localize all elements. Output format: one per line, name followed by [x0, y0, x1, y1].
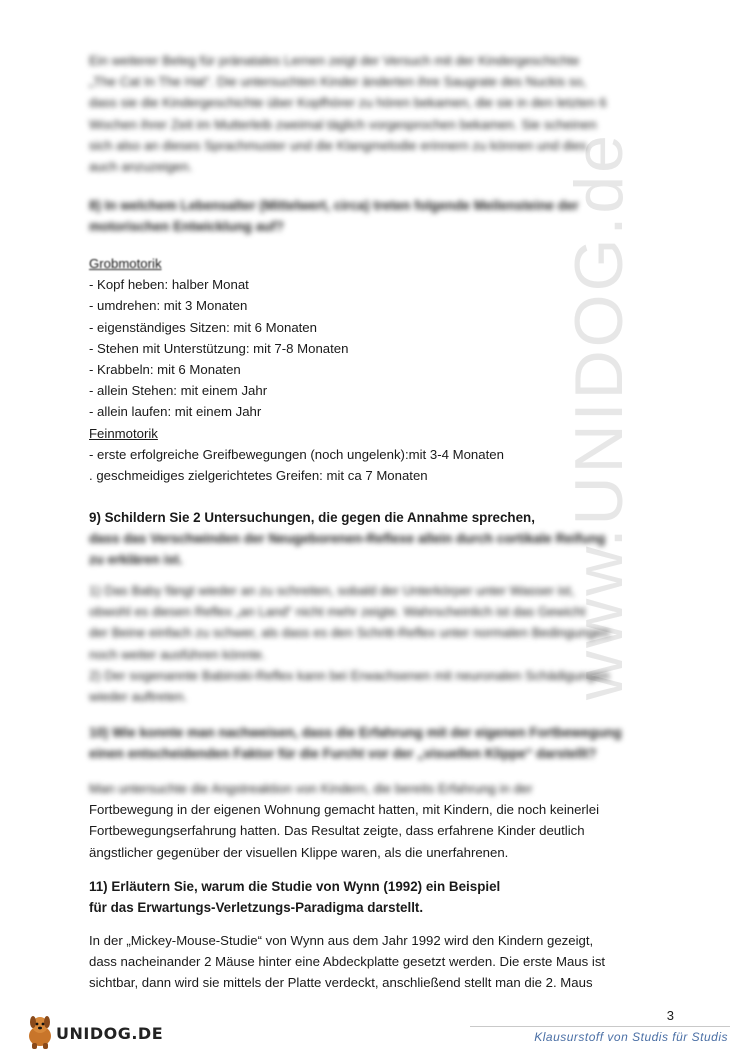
text-line: Fortbewegung in der eigenen Wohnung gemacht hatten, mit Kindern, die noch keinerlei: [89, 802, 599, 818]
text-line: dass das Verschwinden der Neugeborenen-Reflexe allein durch cortikale Reifung: [89, 531, 606, 546]
text-line: In der „Mickey-Mouse-Studie“ von Wynn aus dem Jahr 1992 wird den Kindern gezeigt,: [89, 933, 594, 948]
list-item: . geschmeidiges zielgerichtetes Greifen: mit ca 7 Monaten: [89, 468, 428, 484]
text-line: motorischen Entwicklung auf?: [89, 219, 284, 235]
text-line: noch weiter ausführen könnte.: [89, 646, 266, 662]
footer-divider: [470, 1026, 730, 1027]
question-9-answer: [89, 580, 664, 707]
text-line: 8) In welchem Lebensalter (Mittelwert, circa) treten folgende Meilensteine der: [89, 198, 579, 213]
text-line: 10) Wie konnte man nachweisen, dass die Erfahrung mit der eigenen Fortbewegung: [89, 725, 622, 740]
text-line: für das Erwartungs-Verletzungs-Paradigma darstellt.: [89, 900, 424, 916]
text-line: sich also an dieses Sprachmuster und die Klangmelodie erinnern zu können und dies: [89, 137, 587, 153]
text-line: Wochen ihrer Zeit im Mutterleib zweimal täglich vorgesprochen bekamen. Sie scheinen: [89, 116, 597, 132]
page-number: 3: [666, 1008, 674, 1023]
list-item: - Kopf heben: halber Monat: [89, 277, 249, 293]
text-line: einen entscheidenden Faktor für die Furcht vor der „visuellen Klippe“ darstellt?: [89, 746, 597, 762]
text-line: 2) Der sogenannte Babinski-Reflex kann bei Erwachsenen mit neuronalen Schädigungen: [89, 667, 610, 683]
text-line: 11) Erläutern Sie, warum die Studie von Wynn (1992) ein Beispiel: [89, 879, 501, 894]
list-item: - eigenständiges Sitzen: mit 6 Monaten: [89, 319, 317, 335]
question-9-heading: [89, 507, 664, 528]
list-item: - Krabbeln: mit 6 Monaten: [89, 362, 241, 378]
watermark: www.UNIDOG.de: [561, 132, 637, 700]
text-line: obwohl es diesen Reflex „an Land“ nicht mehr zeigte. Wahrscheinlich ist das Gewicht: [89, 604, 586, 620]
question-9-heading-continued: [89, 528, 664, 570]
text-line: dass sie die Kindergeschichte über Kopfhörer zu hören bekamen, die sie in den letzten 6: [89, 95, 607, 111]
logo-text: UNIDOG.DE: [56, 1024, 164, 1043]
footer-tagline: Klausurstoff von Studis für Studis: [534, 1030, 728, 1044]
text-line: 9) Schildern Sie 2 Untersuchungen, die gegen die Annahme sprechen,: [89, 510, 535, 525]
list-item: - Stehen mit Unterstützung: mit 7-8 Monaten: [89, 340, 349, 356]
grobmotorik-section: [89, 253, 664, 486]
text-line: der Beine einfach zu schwer, als dass es den Schritt-Reflex unter normalen Bedingungen: [89, 625, 610, 641]
list-item: - allein Stehen: mit einem Jahr: [89, 383, 268, 399]
question-10-answer: [89, 778, 664, 863]
question-10-heading: [89, 722, 664, 764]
feinmotorik-heading: Feinmotorik: [89, 425, 158, 441]
text-line: zu erklären ist.: [89, 552, 183, 568]
question-11-heading: [89, 876, 664, 918]
text-line: Ein weiterer Beleg für pränatales Lernen zeigt der Versuch mit der Kindergeschichte: [89, 53, 580, 68]
text-line: sichtbar, dann wird sie mittels der Platte verdeckt, anschließend stellt man die 2. Maus: [89, 975, 593, 991]
text-line: dass nacheinander 2 Mäuse hinter eine Abdeckplatte gesetzt werden. Die erste Maus ist: [89, 954, 606, 970]
list-item: - umdrehen: mit 3 Monaten: [89, 298, 248, 314]
dog-icon: [20, 1012, 60, 1052]
unidog-logo: [20, 1012, 164, 1052]
text-line: „The Cat In The Hat“. Die untersuchten Kinder änderten ihre Saugrate des Nuckis so,: [89, 74, 587, 90]
question-8-heading: [89, 195, 664, 237]
text-line: ängstlicher gegenüber der visuellen Klippe waren, als die unerfahrenen.: [89, 844, 509, 860]
list-item: - allein laufen: mit einem Jahr: [89, 404, 262, 420]
text-line: auch anzuzeigen.: [89, 159, 193, 175]
text-line: wieder auftreten.: [89, 689, 188, 705]
question-11-answer: [89, 930, 664, 994]
text-line: Man untersuchte die Angstreaktion von Kindern, die bereits Erfahrung in der: [89, 781, 533, 796]
grobmotorik-heading: Grobmotorik: [89, 256, 162, 271]
list-item: - erste erfolgreiche Greifbewegungen (noch ungelenk):mit 3-4 Monaten: [89, 446, 504, 462]
intro-paragraph: [89, 50, 664, 177]
text-line: 1) Das Baby fängt wieder an zu schreiten, sobald der Unterkörper unter Wasser ist,: [89, 583, 575, 598]
text-line: Fortbewegungserfahrung hatten. Das Resultat zeigte, dass erfahrene Kinder deutlich: [89, 823, 585, 839]
